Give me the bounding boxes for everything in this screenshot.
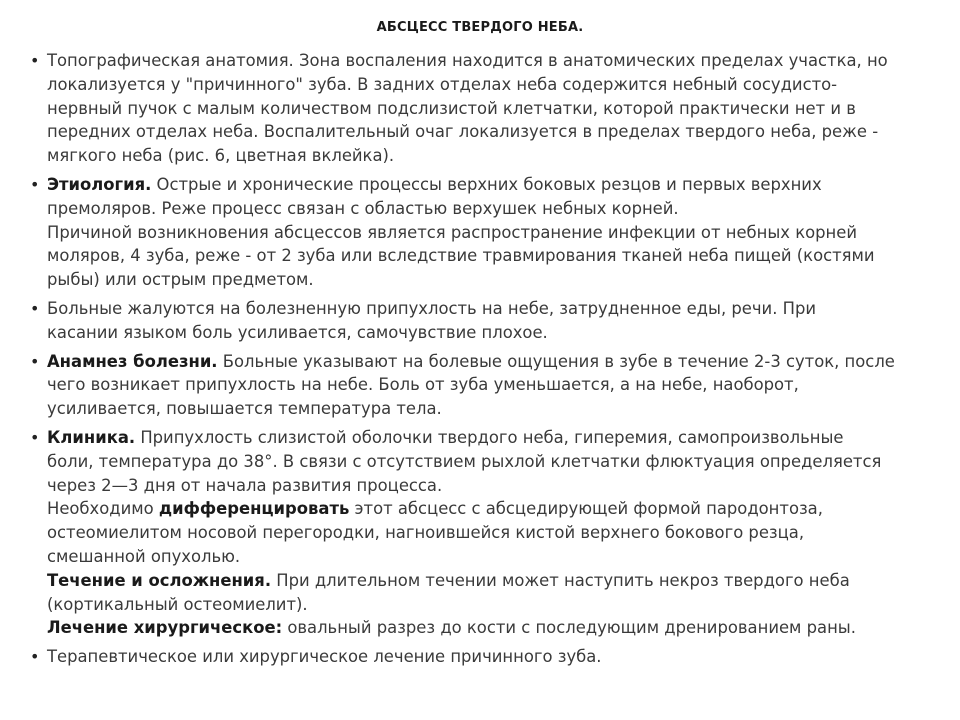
bullet-text: Топографическая анатомия. Зона воспаления находится в анатомических пределах участка, но [47,51,888,70]
bullet-list [30,49,930,674]
bullet-line [47,297,930,321]
bullet-text: премоляров. Реже процесс связан с областью верхушек небных корней. [47,198,679,218]
bullet-text: Больные жалуются на болезненную припухлость на небе, затрудненное еды, речи. При [47,298,817,318]
bullet-line [47,268,930,292]
bullet-text: передних отделах неба. Воспалительный очаг локализуется в пределах твердого неба, реже - [47,122,879,142]
bullet-bold-heading: Клиника. [47,427,136,447]
bullet-bold-term: дифференцировать [158,499,350,519]
bullet-text: рыбы) или острым предметом. [47,270,314,290]
bullet-line [47,73,930,97]
bullet-line [47,350,930,374]
bullet-line [47,221,930,245]
bullet-text: При длительном течении может наступить некроз твердого неба [271,570,850,590]
bullet-line [47,97,930,121]
bullet-text: Больные указывают на болевые ощущения в зубе в течение 2-3 суток, после [217,351,895,371]
bullet-line [47,450,930,474]
bullet-bold-heading: Лечение хирургическое: [47,618,283,638]
bullet-line [47,545,930,569]
bullet-text: локализуется у "причинного" зуба. В задних отделах неба содержится небный сосудисто- [47,74,838,94]
bullet-line [47,49,930,73]
bullet-text: Необходимо [47,499,159,519]
bullet-line [47,645,930,669]
bullet-line [47,474,930,498]
bullet-text: Припухлость слизистой оболочки твердого неба, гиперемия, самопроизвольные [135,427,844,447]
slide-title: АБСЦЕСС ТВЕРДОГО НЕБА. [376,20,584,35]
bullet-text: через 2—3 дня от начала развития процесса. [47,475,443,495]
bullet-treatment [30,645,930,669]
bullet-etiology [30,173,930,292]
bullet-text: овальный разрез до кости с последующим дренированием раны. [282,618,856,638]
bullet-text: мягкого неба (рис. 6, цветная вклейка). [47,146,395,166]
bullet-text: чего возникает припухлость на небе. Боль от зуба уменьшается, а на небе, наоборот, [47,375,799,395]
bullet-text: нервный пучок с малым количеством подслизистой клетчатки, которой практически нет и в [47,98,856,118]
bullet-line [47,521,930,545]
bullet-line [47,616,930,640]
bullet-clinic [30,426,930,640]
bullet-line [47,397,930,421]
bullet-text: усиливается, повышается температура тела. [47,399,442,419]
bullet-line [47,144,930,168]
bullet-line [47,321,930,345]
bullet-bold-heading: Анамнез болезни. [47,351,218,371]
bullet-text: (кортикальный остеомиелит). [47,594,308,614]
bullet-line [47,593,930,617]
bullet-text: этот абсцесс с абсцедирующей формой пародонтоза, [349,499,823,519]
bullet-line [47,426,930,450]
bullet-line [47,173,930,197]
bullet-text: моляров, 4 зуба, реже - от 2 зуба или вследствие травмирования тканей неба пищей (костями [47,246,875,266]
bullet-line [47,244,930,268]
bullet-text: Острые и хронические процессы верхних боковых резцов и первых верхних [151,174,822,194]
bullet-line [47,569,930,593]
bullet-complaints [30,297,930,345]
bullet-text: Терапевтическое или хирургическое лечение причинного зуба. [47,647,602,667]
bullet-bold-heading: Течение и осложнения. [47,570,272,590]
bullet-text: касании языком боль усиливается, самочувствие плохое. [47,322,548,342]
bullet-line [47,197,930,221]
bullet-line [47,120,930,144]
bullet-topographic-anatomy [30,49,930,168]
bullet-text: смешанной опухолью. [47,546,241,566]
bullet-text: остеомиелитом носовой перегородки, нагноившейся кистой верхнего бокового резца, [47,523,805,543]
bullet-text: боли, температура до 38°. В связи с отсутствием рыхлой клетчатки флюктуация определяется [47,451,882,471]
bullet-bold-heading: Этиология. [47,174,152,194]
bullet-line [47,373,930,397]
bullet-text: Причиной возникновения абсцессов является распространение инфекции от небных корней [47,222,857,242]
bullet-anamnesis [30,350,930,421]
bullet-line [47,497,930,521]
